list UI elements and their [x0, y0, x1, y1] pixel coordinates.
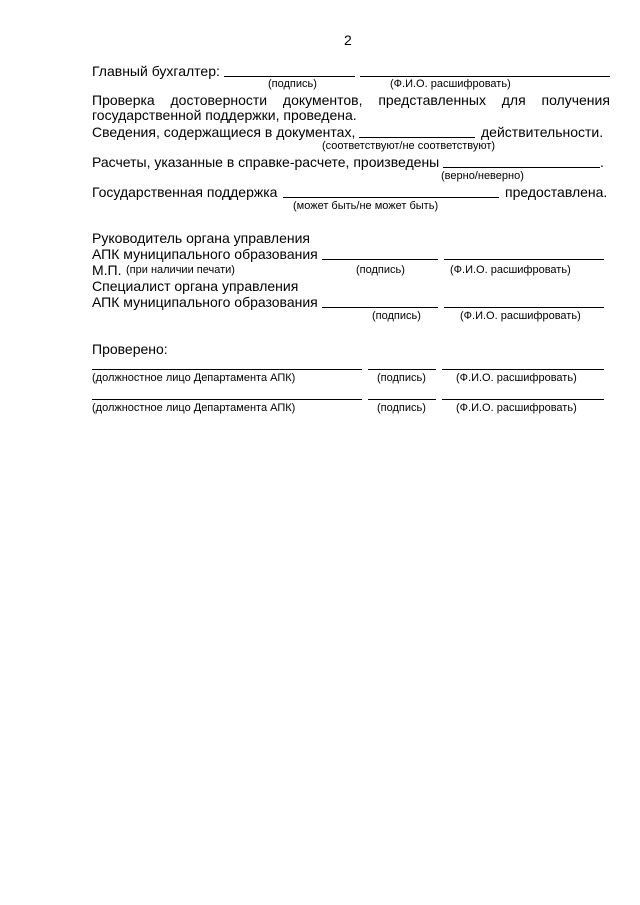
chief-accountant-name-caption: (Ф.И.О. расшифровать): [390, 78, 511, 90]
checked-label: Проверено:: [92, 341, 168, 357]
chief-accountant-signature-line: [224, 76, 355, 77]
stamp-mark: М.П.: [92, 262, 122, 278]
head-name-line: [444, 259, 604, 260]
verification-word: для: [501, 92, 526, 108]
checked-row-1-name-line: [442, 369, 604, 370]
documents-info-suffix: действительности.: [481, 124, 604, 140]
checked-row-1-name-caption: (Ф.И.О. расшифровать): [456, 372, 577, 384]
calculations-period: .: [600, 154, 604, 170]
head-signature-caption: (подпись): [356, 264, 405, 276]
verification-word: Проверка: [92, 92, 155, 108]
checked-row-1-official-line: [92, 369, 362, 370]
specialist-signature-caption: (подпись): [372, 310, 421, 322]
state-support-caption: (может быть/не может быть): [293, 200, 439, 212]
calculations-caption: (верно/неверно): [441, 170, 524, 182]
documents-info-blank-line: [359, 137, 475, 138]
state-support-text: Государственная поддержка: [92, 184, 278, 200]
head-title-line-1: Руководитель органа управления: [92, 230, 311, 246]
verification-word: получения: [541, 92, 610, 108]
head-signature-line: [322, 259, 438, 260]
specialist-signature-line: [322, 307, 438, 308]
chief-accountant-name-line: [360, 76, 610, 77]
stamp-note: (при наличии печати): [126, 264, 235, 276]
head-title-line-2: АПК муниципального образования: [92, 246, 318, 262]
verification-word: достоверности: [170, 92, 268, 108]
page-number: 2: [344, 32, 352, 48]
specialist-name-caption: (Ф.И.О. расшифровать): [460, 310, 581, 322]
chief-accountant-signature-caption: (подпись): [268, 78, 317, 90]
checked-row-2-official-caption: (должностное лицо Департамента АПК): [92, 402, 296, 414]
verification-word: представленных: [378, 92, 486, 108]
checked-row-2-signature-line: [368, 399, 436, 400]
verification-word: документов,: [282, 92, 363, 108]
verification-line-2: государственной поддержки, проведена.: [92, 107, 357, 123]
documents-info-caption: (соответствуют/не соответствуют): [322, 140, 496, 152]
documents-info-text: Сведения, содержащиеся в документах,: [92, 124, 356, 140]
head-name-caption: (Ф.И.О. расшифровать): [450, 264, 571, 276]
checked-row-2-official-line: [92, 399, 362, 400]
chief-accountant-label: Главный бухгалтер:: [92, 63, 220, 79]
checked-row-2-name-line: [442, 399, 604, 400]
checked-row-2-signature-caption: (подпись): [377, 402, 426, 414]
specialist-title-line-2: АПК муниципального образования: [92, 294, 318, 310]
specialist-title-line-1: Специалист органа управления: [92, 278, 299, 294]
checked-row-1-official-caption: (должностное лицо Департамента АПК): [92, 372, 296, 384]
verification-line-1: [92, 92, 610, 108]
specialist-name-line: [444, 307, 604, 308]
state-support-suffix: предоставлена.: [505, 184, 608, 200]
checked-row-1-signature-caption: (подпись): [377, 372, 426, 384]
calculations-blank-line: [443, 167, 600, 168]
checked-row-1-signature-line: [368, 369, 436, 370]
calculations-text: Расчеты, указанные в справке-расчете, произведены: [92, 154, 440, 170]
checked-row-2-name-caption: (Ф.И.О. расшифровать): [456, 402, 577, 414]
state-support-blank-line: [283, 197, 499, 198]
